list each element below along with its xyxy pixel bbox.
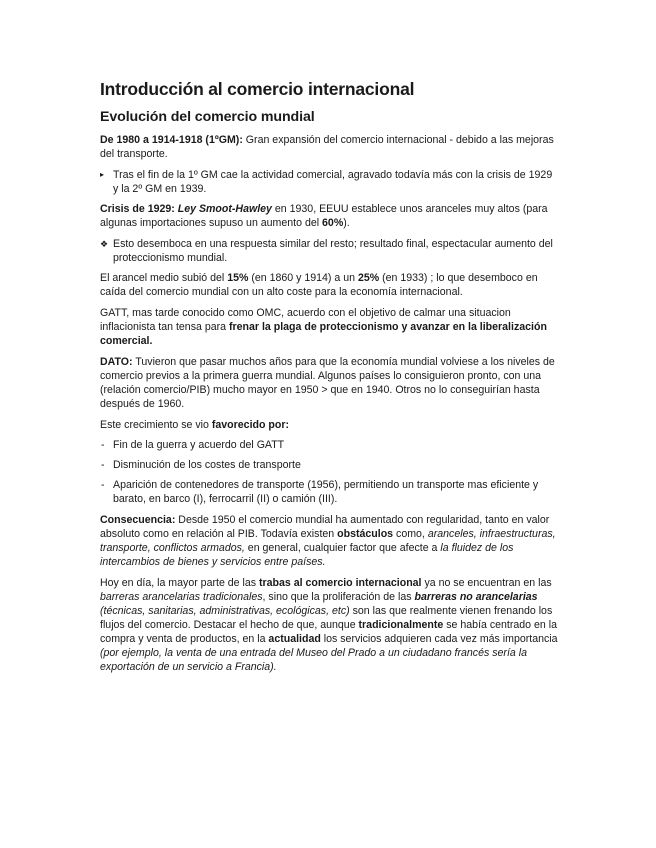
list-item (100, 458, 560, 472)
page-title: Introducción al comercio internacional (100, 79, 415, 99)
emphasis-text: obstáculos (337, 528, 394, 540)
italic-text: barreras arancelarias tradicionales (100, 591, 263, 603)
paragraph-text: son las que realmente vienen frenando los flujos del comercio. Destacar el hecho de que, aunque (100, 605, 553, 631)
paragraph-text: , sino que la proliferación de las (262, 591, 415, 603)
document-page (100, 78, 560, 681)
paragraph-text: El arancel medio subió del (100, 272, 228, 284)
paragraph-text: como, (393, 528, 428, 540)
dash-bullet-icon: - (101, 479, 105, 491)
paragraph-expansion (100, 133, 560, 161)
italic-text: (técnicas, sanitarias, administrativas, ecológicas, etc) (100, 605, 350, 617)
dash-bullet-icon: - (101, 439, 105, 451)
period-label: De 1980 a 1914-1918 (1ºGM): (100, 134, 243, 146)
paragraph-consequence (100, 513, 560, 569)
emphasis-text: barreras no arancelarias (414, 591, 538, 603)
diamond-bullet-icon: ❖ (100, 239, 109, 249)
tariff-value-1933: 25% (357, 272, 380, 284)
italic-text: (por ejemplo, la venta de una entrada del Museo del Prado a un ciudadano francés sería la exportación de un servicio a Francia). (100, 647, 527, 673)
italic-text: aranceles, infraestructuras, transporte, conflictos armados, (100, 528, 556, 554)
list-item-text: Disminución de los costes de transporte (113, 459, 301, 471)
paragraph-text: Gran expansión del comercio internacional - debido a las mejoras del transporte. (100, 134, 554, 160)
emphasis-text: tradicionalmente (358, 619, 444, 631)
paragraph-dato (100, 355, 560, 411)
section-heading: Evolución del comercio mundial (100, 109, 315, 125)
paragraph-tariff (100, 271, 560, 299)
list-item-text: Aparición de contenedores de transporte (1956), permitiendo un transporte mas eficiente y barato, en barco (I), ferrocarril (II) o camión (III). (113, 479, 539, 505)
paragraph-text: GATT, mas tarde conocido como OMC, acuerdo con el objetivo de calmar una situacion inflacionista tan tensa para (100, 307, 511, 333)
list-item-text: Fin de la guerra y acuerdo del GATT (113, 439, 285, 451)
dash-bullet-icon: - (101, 459, 105, 471)
paragraph-gatt (100, 306, 560, 348)
bullet-text: Esto desemboca en una respuesta similar del resto; resultado final, espectacular aumento del proteccionismo mundial. (113, 238, 553, 264)
paragraph-text: en 1930, EEUU establece unos aranceles muy altos (para algunas importaciones supuso un aumento del (100, 203, 548, 229)
paragraph-text: Hoy en día, la mayor parte de las (100, 577, 259, 589)
paragraph-growth (100, 418, 560, 432)
paragraph-text: (en 1860 y 1914) a un (248, 272, 358, 284)
paragraph-text: Desde 1950 el comercio mundial ha aumentado con regularidad, tanto en valor absoluto como en relación al PIB. Todavía existen (100, 514, 550, 540)
list-item (100, 438, 560, 452)
paragraph-text: en general, cualquier factor que afecte a (244, 542, 441, 554)
paragraph-text: Tuvieron que pasar muchos años para que la economía mundial volviese a los niveles de comercio previos a la primera guerra mundial. Algunos países lo consiguieron pronto, con una (relación comercio/PIB) mucho mayor en 1950 > que en 1940. Otros no lo conseguirían hasta después de 1960. (100, 356, 555, 410)
paragraph-text: ya no se encuentran en las (421, 577, 552, 589)
paragraph-text: (en 1933) ; lo que desemboco en caída del comercio mundial con un alto coste para la economía internacional. (100, 272, 538, 298)
emphasis-text: trabas al comercio internacional (259, 577, 422, 589)
tariff-value-1860: 15% (227, 272, 249, 284)
bullet-item-ww1 (100, 168, 560, 196)
paragraph-text: Este crecimiento se vio (100, 419, 212, 431)
law-name: Ley Smoot-Hawley (177, 203, 272, 215)
paragraph-text: ). (343, 217, 350, 229)
bullet-text: Tras el fin de la 1º GM cae la actividad comercial, agravado todavía más con la crisis de 1929 y la 2º GM en 1939. (113, 169, 553, 195)
consequence-label: Consecuencia: (100, 514, 176, 526)
paragraph-today (100, 576, 560, 674)
emphasis-text: frenar la plaga de proteccionismo y avanzar en la liberalización comercial. (100, 321, 547, 347)
emphasis-text: favorecido por: (211, 419, 289, 431)
paragraph-crisis-1929 (100, 202, 560, 230)
italic-text: la fluidez de los intercambios de bienes y servicios entre países. (100, 542, 514, 568)
percentage-value: 60% (322, 217, 344, 229)
bullet-item-protectionism (100, 237, 560, 265)
dato-label: DATO: (100, 356, 133, 368)
dash-list (100, 438, 560, 506)
crisis-label: Crisis de 1929: (100, 203, 175, 215)
list-item (100, 478, 560, 506)
paragraph-text: los servicios adquieren cada vez más importancia (320, 633, 558, 645)
emphasis-text: actualidad (268, 633, 321, 645)
triangle-bullet-icon: ▸ (100, 170, 105, 179)
paragraph-text: se había centrado en la compra y venta de productos, en la (100, 619, 557, 645)
